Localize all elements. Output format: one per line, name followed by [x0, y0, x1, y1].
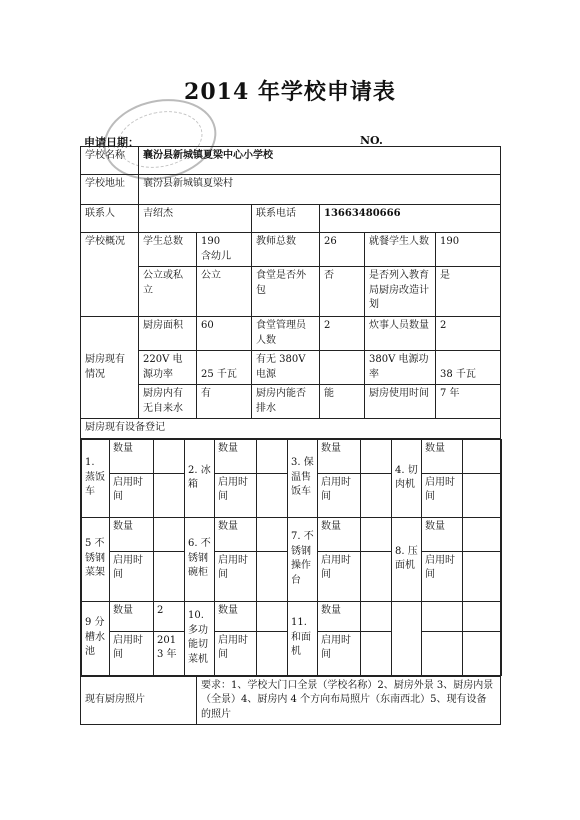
- power380-value: 38 千瓦: [436, 351, 501, 385]
- has380-label: 有无 380V 电源: [252, 351, 320, 385]
- equipment-time-value: [463, 551, 502, 601]
- equipment-empty-cell: [463, 601, 502, 631]
- outsourced-value: 否: [320, 267, 365, 317]
- equipment-time-value: [361, 473, 392, 517]
- equipment-time-value: [257, 551, 288, 601]
- equipment-qty-label: 数量: [318, 601, 361, 631]
- equipment-time-value: [257, 473, 288, 517]
- has380-value: [320, 351, 365, 385]
- equipment-qty-label: 数量: [422, 439, 463, 473]
- usage-value: 7 年: [436, 385, 501, 419]
- equipment-name: 3. 保温售饭车: [288, 439, 318, 517]
- equipment-name: 1. 蒸饭车: [82, 439, 110, 517]
- equipment-qty-label: 数量: [215, 439, 257, 473]
- equipment-time-label: 启用时间: [215, 551, 257, 601]
- equipment-time-label: 启用时间: [422, 551, 463, 601]
- equipment-time-label: 启用时间: [318, 551, 361, 601]
- row-kitchen-1: [81, 317, 501, 351]
- equipment-time-value: [257, 631, 288, 675]
- photos-label: 现有厨房照片: [81, 676, 197, 725]
- equipment-qty-label: 数量: [215, 601, 257, 631]
- school-address-label: 学校地址: [81, 175, 139, 205]
- students-value: 190 含幼儿: [197, 233, 252, 267]
- equipment-name: 6. 不锈钢碗柜: [185, 517, 215, 601]
- equipment-time-value: 2013 年: [154, 631, 185, 675]
- equipment-time-value: [361, 551, 392, 601]
- equipment-qty-value: 2: [154, 601, 185, 631]
- row-kitchen-2: [81, 351, 501, 385]
- power220-label: 220V 电源功率: [139, 351, 197, 385]
- cooks-value: 2: [436, 317, 501, 351]
- equipment-time-label: 启用时间: [318, 631, 361, 675]
- equipment-empty-cell: [422, 631, 463, 675]
- managers-value: 2: [320, 317, 365, 351]
- type-label: 公立或私立: [139, 267, 197, 317]
- equipment-name: 5 不锈钢菜架: [82, 517, 110, 601]
- equipment-name: 8. 压面机: [392, 517, 422, 601]
- outsourced-label: 食堂是否外包: [252, 267, 320, 317]
- equipment-name: 10.多功能切菜机: [185, 601, 215, 675]
- equipment-qty-value: [257, 601, 288, 631]
- managers-label: 食堂管理员人数: [252, 317, 320, 351]
- row-overview-1: [81, 233, 501, 267]
- dining-value: 190: [436, 233, 501, 267]
- phone-label: 联系电话: [252, 205, 320, 233]
- cooks-label: 炊事人员数量: [365, 317, 436, 351]
- equipment-name: 4. 切肉机: [392, 439, 422, 517]
- equipment-name: 9 分槽水池: [82, 601, 110, 675]
- equipment-time-label: 启用时间: [110, 551, 154, 601]
- school-name-value: 襄汾县新城镇夏梁中心小学校: [139, 147, 501, 175]
- equipment-time-value: [361, 631, 392, 675]
- equipment-qty-label: 数量: [110, 439, 154, 473]
- plan-label: 是否列入教育局厨房改造计划: [365, 267, 436, 317]
- equipment-section-label: 厨房现有设备登记: [81, 419, 501, 439]
- equipment-empty-cell: [422, 601, 463, 631]
- contact-value: 吉绍杰: [139, 205, 252, 233]
- equipment-qty-label: 数量: [215, 517, 257, 551]
- equipment-qty-value: [463, 517, 502, 551]
- water-value: 有: [197, 385, 252, 419]
- power380-label: 380V 电源功率: [365, 351, 436, 385]
- form-number-label: NO.: [360, 134, 383, 147]
- phone-value: 13663480666: [320, 205, 501, 233]
- drain-label: 厨房内能否排水: [252, 385, 320, 419]
- teachers-value: 26: [320, 233, 365, 267]
- kitchen-label: 厨房现有情况: [81, 317, 139, 419]
- apply-date-label: 申请日期：: [84, 136, 139, 149]
- equipment-grid: [81, 439, 502, 676]
- power220-value: 25 千瓦: [197, 351, 252, 385]
- equipment-time-value: [154, 473, 185, 517]
- equipment-qty-label: 数量: [318, 517, 361, 551]
- row-equipment-section: [81, 419, 501, 439]
- row-contact: [81, 205, 501, 233]
- equipment-time-label: 启用时间: [422, 473, 463, 517]
- photos-requirement: 要求：1、学校大门口全景（学校名称）2、厨房外景 3、厨房内景（全景）4、厨房内 4 个方向布局照片（东南西北）5、现有设备的照片: [197, 676, 501, 725]
- equipment-qty-value: [361, 439, 392, 473]
- equipment-qty-value: [154, 517, 185, 551]
- page-title: 2014 年学校申请表: [184, 79, 396, 105]
- equipment-qty-label: 数量: [110, 517, 154, 551]
- equipment-qty-value: [257, 517, 288, 551]
- equipment-time-label: 启用时间: [110, 631, 154, 675]
- equipment-time-label: 启用时间: [318, 473, 361, 517]
- equipment-name: 7. 不锈钢操作台: [288, 517, 318, 601]
- equipment-qty-value: [257, 439, 288, 473]
- equipment-empty-cell: [392, 601, 422, 675]
- water-label: 厨房内有无自来水: [139, 385, 197, 419]
- area-label: 厨房面积: [139, 317, 197, 351]
- school-name-label: 学校名称: [81, 147, 139, 175]
- equipment-time-label: 启用时间: [215, 631, 257, 675]
- usage-label: 厨房使用时间: [365, 385, 436, 419]
- equipment-qty-value: [361, 601, 392, 631]
- dining-label: 就餐学生人数: [365, 233, 436, 267]
- equipment-empty-cell: [463, 631, 502, 675]
- plan-value: 是: [436, 267, 501, 317]
- equipment-name: 11.和面机: [288, 601, 318, 675]
- school-address-value: 襄汾县新城镇夏梁村: [139, 175, 501, 205]
- equipment-qty-value: [154, 439, 185, 473]
- equipment-qty-label: 数量: [110, 601, 154, 631]
- contact-label: 联系人: [81, 205, 139, 233]
- equipment-qty-label: 数量: [318, 439, 361, 473]
- equipment-time-label: 启用时间: [110, 473, 154, 517]
- area-value: 60: [197, 317, 252, 351]
- teachers-label: 教师总数: [252, 233, 320, 267]
- equipment-time-value: [463, 473, 502, 517]
- row-school-address: [81, 175, 501, 205]
- overview-label: 学校概况: [81, 233, 139, 317]
- equipment-time-label: 启用时间: [215, 473, 257, 517]
- drain-value: 能: [320, 385, 365, 419]
- row-kitchen-3: [81, 385, 501, 419]
- application-form: [80, 146, 501, 725]
- equipment-qty-value: [361, 517, 392, 551]
- row-school-name: [81, 147, 501, 175]
- type-value: 公立: [197, 267, 252, 317]
- row-overview-2: [81, 267, 501, 317]
- equipment-qty-value: [463, 439, 502, 473]
- students-label: 学生总数: [139, 233, 197, 267]
- equipment-time-value: [154, 551, 185, 601]
- equipment-name: 2. 冰箱: [185, 439, 215, 517]
- equipment-qty-label: 数量: [422, 517, 463, 551]
- row-photos: [81, 676, 501, 725]
